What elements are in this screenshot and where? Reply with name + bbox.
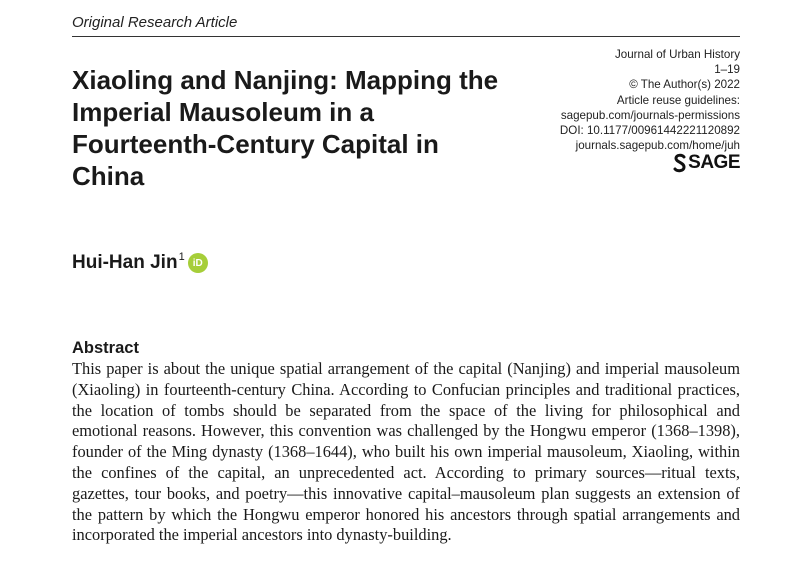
author-name[interactable]: Hui-Han Jin: [72, 252, 178, 273]
article-title: Xiaoling and Nanjing: Mapping the Imperial Mausoleum in a Fourteenth-Century Capital in China: [72, 65, 499, 191]
reuse-label: Article reuse guidelines:: [616, 93, 740, 107]
sage-mark-icon: [673, 153, 687, 173]
reuse-link[interactable]: sagepub.com/journals-permissions: [560, 108, 740, 122]
journal-meta: [560, 47, 740, 153]
abstract-heading: Abstract: [72, 339, 139, 357]
page-range: 1–19: [714, 63, 740, 77]
header-rule: [72, 36, 740, 37]
journal-name: Journal of Urban History: [614, 48, 740, 61]
author-line: [72, 252, 208, 274]
sage-logo: [673, 152, 740, 174]
publisher-name: SAGE: [688, 152, 740, 173]
abstract-text: This paper is about the unique spatial arrangement of the capital (Nanjing) and imperial mausoleum (Xiaoling) in fourteenth-century China. According to Confucian principles and traditional practices, the location of tombs should be separated from the space of the living for philosophical and emotional reasons. However, this convention was challenged by the Hongwu emperor (1368–1398), founder of the Ming dynasty (1368–1644), who built his own imperial mausoleum, Xiaoling, within the confines of the capital, an unprecedented act. According to primary sources—ritual texts, gazettes, tour books, and poetry—this innovative capital–mausoleum plan suggests an extension of the pattern by which the Hongwu emperor honored his ancestors through spatial arrangements and incorporated the imperial ancestors into dynasty-building.: [72, 359, 740, 545]
affiliation-mark: 1: [178, 251, 185, 263]
article-type-label: Original Research Article: [72, 14, 238, 31]
doi-link[interactable]: DOI: 10.1177/00961442221120892: [559, 124, 740, 138]
orcid-icon[interactable]: iD: [188, 253, 208, 273]
journal-url[interactable]: journals.sagepub.com/home/juh: [575, 139, 740, 153]
copyright: © The Author(s) 2022: [629, 78, 740, 92]
